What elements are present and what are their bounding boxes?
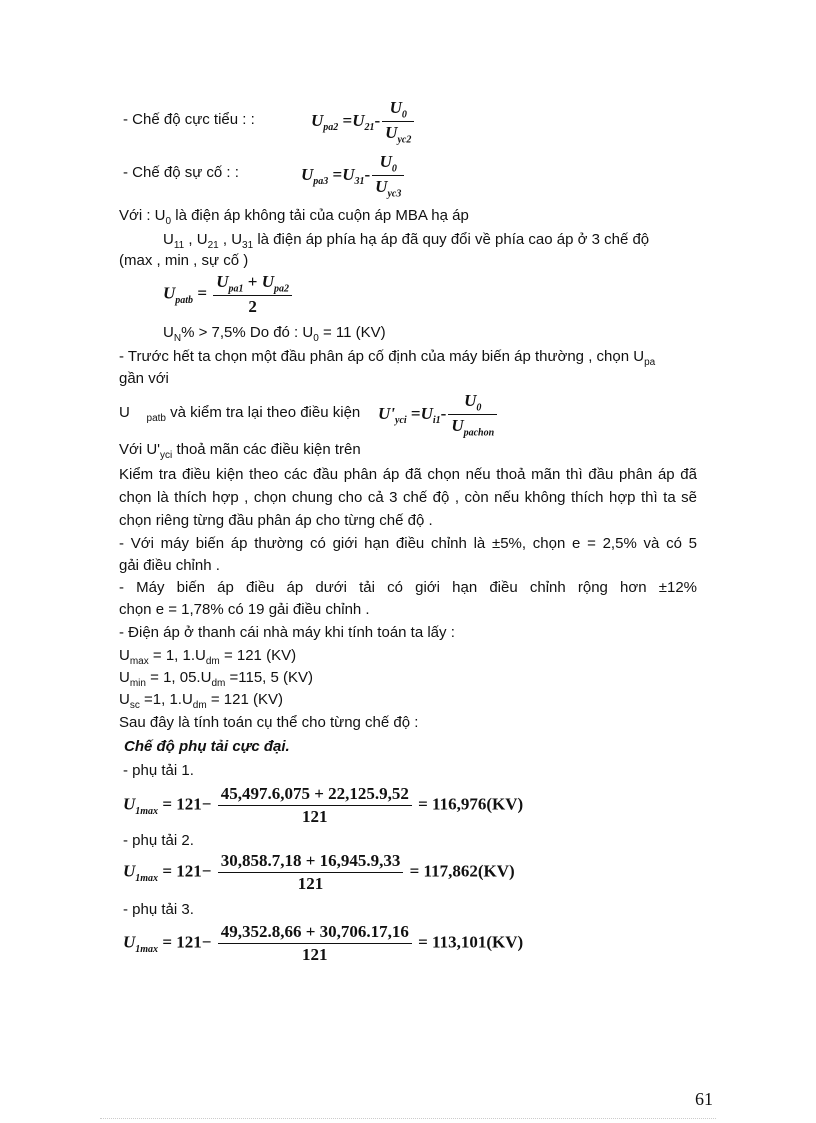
load-1-label: - phụ tải 1.: [123, 762, 194, 779]
u-sc-line: $U_{sc} =1$, $1.U_{dm} = 121$ (KV): [119, 691, 283, 711]
choose-tap-line-2: gần với: [119, 370, 169, 387]
load-2-label: - phụ tải 2.: [123, 832, 194, 849]
page-number: 61: [695, 1089, 713, 1109]
satisfy-line: Với $U'_{yci}$ thoả mãn các điều kiện trên: [119, 441, 361, 461]
check-condition-line: U $_{patb}$ và kiểm tra lại theo điều kiện: [119, 404, 361, 424]
formula-average-tap: $U_{patb}$ = $\frac{U_{pa1} + U_{pa2}}{2}$: [163, 272, 294, 317]
calc-intro-line: Sau đây là tính toán cụ thể cho từng chế độ :: [119, 714, 419, 731]
footer-divider: [100, 1118, 716, 1119]
mode-fault-label: - Chế độ sự cố : :: [123, 164, 239, 181]
para-check-line-1: Kiểm tra điều kiện theo các đầu phân áp đã chọn nếu thoả mãn thì đầu phân áp đã: [119, 466, 697, 483]
u-list-line: $U_{11}$ , $U_{21}$ , $U_{31}$ là điện áp phía hạ áp đã quy đổi về phía cao áp ở 3 chế độ: [163, 231, 650, 251]
where-u0-line: Với : $U_0$ là điện áp không tải của cuộn áp MBA hạ áp: [119, 207, 469, 227]
formula-fault-mode: $U_{pa3} =U_{31}-$ $\frac{U_0}{U_{yc3}}$: [301, 152, 406, 200]
u-max-line: $U_{max} = 1$, $1.U_{dm} = 121$ (KV): [119, 647, 297, 667]
formula-check-condition: $U'_{yci} =U_{i1}-$ $\frac{U_0}{U_{pachon}}$: [378, 391, 499, 439]
busbar-line: - Điện áp ở thanh cái nhà máy khi tính toán ta lấy :: [119, 624, 455, 641]
un-percent-line: $U_N\% > 7,5\%$ Do đó : $U_0 = 11$ (KV): [163, 324, 386, 344]
para-oltc-line-1: - Máy biến áp điều áp dưới tải có giới hạn điều chỉnh rộng hơn ±12%: [119, 579, 697, 596]
para-oltc-line-2: chọn e = 1,78% có 19 gải điều chỉnh .: [119, 601, 370, 618]
u-list-line-2: (max , min , sự cố ): [119, 252, 249, 269]
choose-tap-line: - Trước hết ta chọn một đầu phân áp cố định của máy biến áp thường , chọn $U_{pa}$: [119, 348, 656, 368]
para-check-line-2: chọn là thích hợp , chọn chung cho cả 3 chế độ , còn nếu không thích hợp thì ta sẽ: [119, 489, 697, 506]
formula-min-mode: $U_{pa2} =U_{21}-$ $\frac{U_0}{U_{yc2}}$: [311, 98, 416, 146]
para-normal-line-2: gải điều chỉnh .: [119, 557, 220, 574]
formula-load-3: $U_{1max} = 121-$ $\frac{49,352.8,66 + 30,706.17,16}{121}$ = 113,101(KV): [123, 922, 524, 964]
load-3-label: - phụ tải 3.: [123, 901, 194, 918]
formula-load-2: $U_{1max} = 121-$ $\frac{30,858.7,18 + 16,945.9,33}{121}$ = 117,862(KV): [123, 851, 515, 893]
max-load-heading: Chế độ phụ tải cực đại.: [124, 738, 290, 755]
formula-load-1: $U_{1max} = 121-$ $\frac{45,497.6,075 + 22,125.9,52}{121}$ = 116,976(KV): [123, 784, 524, 826]
para-normal-line-1: - Với máy biến áp thường có giới hạn điều chỉnh là ±5%, chọn e = 2,5% và có 5: [119, 535, 697, 552]
para-check-line-3: chọn riêng từng đầu phân áp cho từng chế độ .: [119, 512, 433, 529]
u-min-line: $U_{min} = 1$, $05.U_{dm} =115$, 5 (KV): [119, 669, 314, 689]
mode-min-label: - Chế độ cực tiểu : :: [123, 111, 255, 128]
